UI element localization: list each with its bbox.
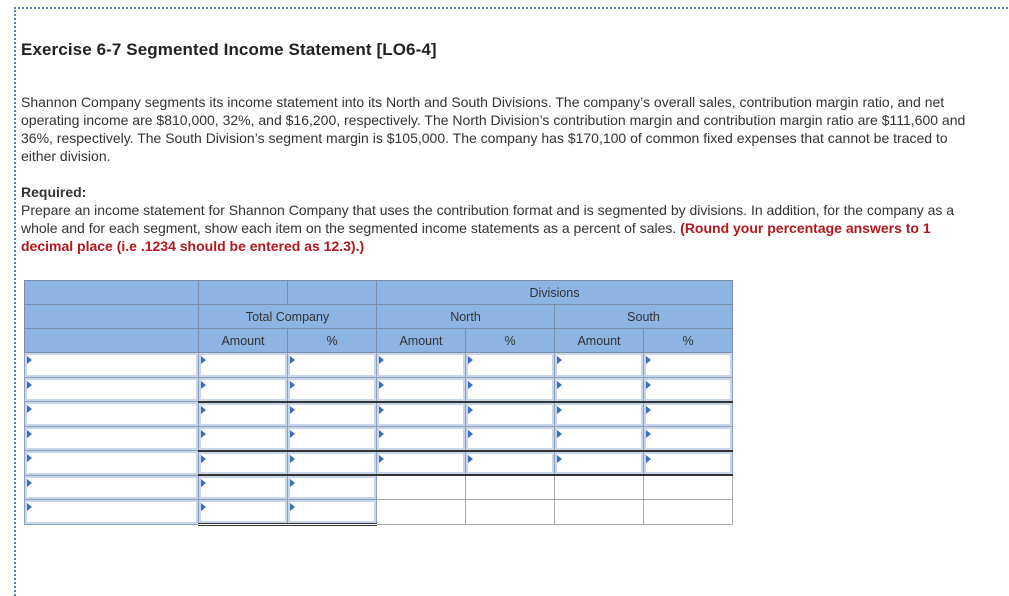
row-label-select[interactable]	[25, 475, 199, 500]
header-row-segments	[25, 305, 733, 329]
south-amount-header: Amount	[555, 329, 644, 353]
total-percent-input[interactable]	[288, 500, 377, 525]
north-percent-cell	[466, 500, 555, 525]
frame-top-border	[14, 7, 1008, 9]
north-amount-cell	[377, 500, 466, 525]
required-instructions: Prepare an income statement for Shannon Company that uses the contribution format and is segmented by divisions. In addition, for the company as a whole and for each segment, show each item on the segmented income statements as a percent of sales.	[21, 202, 955, 236]
north-header: North	[377, 305, 555, 329]
frame-left-border	[14, 7, 16, 596]
header-row-divisions	[25, 281, 733, 305]
north-amount-header: Amount	[377, 329, 466, 353]
required-heading: Required:	[21, 184, 87, 200]
north-percent-header: %	[466, 329, 555, 353]
north-amount-input[interactable]	[377, 402, 466, 427]
north-percent-input[interactable]	[466, 451, 555, 476]
table-row	[25, 475, 733, 500]
row-label-select[interactable]	[25, 426, 199, 451]
north-amount-input[interactable]	[377, 426, 466, 451]
table-row	[25, 377, 733, 402]
north-percent-input[interactable]	[466, 353, 555, 378]
north-percent-cell	[466, 475, 555, 500]
row-label-select[interactable]	[25, 451, 199, 476]
south-percent-header: %	[644, 329, 733, 353]
south-amount-input[interactable]	[555, 402, 644, 427]
row-label-select[interactable]	[25, 402, 199, 427]
row-label-select[interactable]	[25, 500, 199, 525]
table-row	[25, 426, 733, 451]
total-company-header: Total Company	[199, 305, 377, 329]
south-amount-input[interactable]	[555, 353, 644, 378]
header-blank	[288, 281, 377, 305]
total-amount-input[interactable]	[199, 475, 288, 500]
south-percent-input[interactable]	[644, 353, 733, 378]
row-label-select[interactable]	[25, 377, 199, 402]
total-amount-input[interactable]	[199, 353, 288, 378]
total-percent-header: %	[288, 329, 377, 353]
table-row	[25, 500, 733, 525]
header-blank	[25, 329, 199, 353]
south-percent-input[interactable]	[644, 402, 733, 427]
header-blank	[199, 281, 288, 305]
south-amount-cell	[555, 500, 644, 525]
north-percent-input[interactable]	[466, 377, 555, 402]
header-blank	[25, 305, 199, 329]
south-amount-cell	[555, 475, 644, 500]
north-percent-input[interactable]	[466, 402, 555, 427]
total-percent-input[interactable]	[288, 426, 377, 451]
north-amount-input[interactable]	[377, 377, 466, 402]
south-percent-input[interactable]	[644, 426, 733, 451]
total-amount-input[interactable]	[199, 451, 288, 476]
table-row	[25, 451, 733, 476]
north-amount-input[interactable]	[377, 451, 466, 476]
total-percent-input[interactable]	[288, 377, 377, 402]
table-row	[25, 402, 733, 427]
total-amount-input[interactable]	[199, 500, 288, 525]
rounding-note: (Round your percentage answers to 1 decimal place (i.e .1234 should be entered as 12.3).)	[21, 220, 931, 254]
total-percent-input[interactable]	[288, 402, 377, 427]
north-amount-input[interactable]	[377, 353, 466, 378]
total-amount-input[interactable]	[199, 402, 288, 427]
header-row-columns	[25, 329, 733, 353]
table-row	[25, 353, 733, 378]
total-amount-header: Amount	[199, 329, 288, 353]
header-blank	[25, 281, 199, 305]
south-percent-cell	[644, 475, 733, 500]
divisions-header: Divisions	[377, 281, 733, 305]
south-percent-input[interactable]	[644, 377, 733, 402]
exercise-title: Exercise 6-7 Segmented Income Statement [LO6-4]	[21, 40, 437, 59]
problem-intro: Shannon Company segments its income statement into its North and South Divisions. The company’s overall sales, contribution margin ratio, and net operating income are $810,000, 32%, and $16,200, respectively. The North Division’s contribution margin and contribution margin ratio are $111,600 and 36%, respectively. The South Division’s segment margin is $105,000. The company has $170,100 of common fixed expenses that cannot be traced to either division.	[21, 94, 966, 164]
south-amount-input[interactable]	[555, 451, 644, 476]
south-percent-cell	[644, 500, 733, 525]
segmented-income-statement-table	[24, 280, 733, 526]
total-amount-input[interactable]	[199, 426, 288, 451]
north-amount-cell	[377, 475, 466, 500]
north-percent-input[interactable]	[466, 426, 555, 451]
south-amount-input[interactable]	[555, 377, 644, 402]
south-amount-input[interactable]	[555, 426, 644, 451]
south-header: South	[555, 305, 733, 329]
total-percent-input[interactable]	[288, 451, 377, 476]
row-label-select[interactable]	[25, 353, 199, 378]
required-text	[21, 201, 981, 255]
total-amount-input[interactable]	[199, 377, 288, 402]
total-percent-input[interactable]	[288, 353, 377, 378]
total-percent-input[interactable]	[288, 475, 377, 500]
south-percent-input[interactable]	[644, 451, 733, 476]
